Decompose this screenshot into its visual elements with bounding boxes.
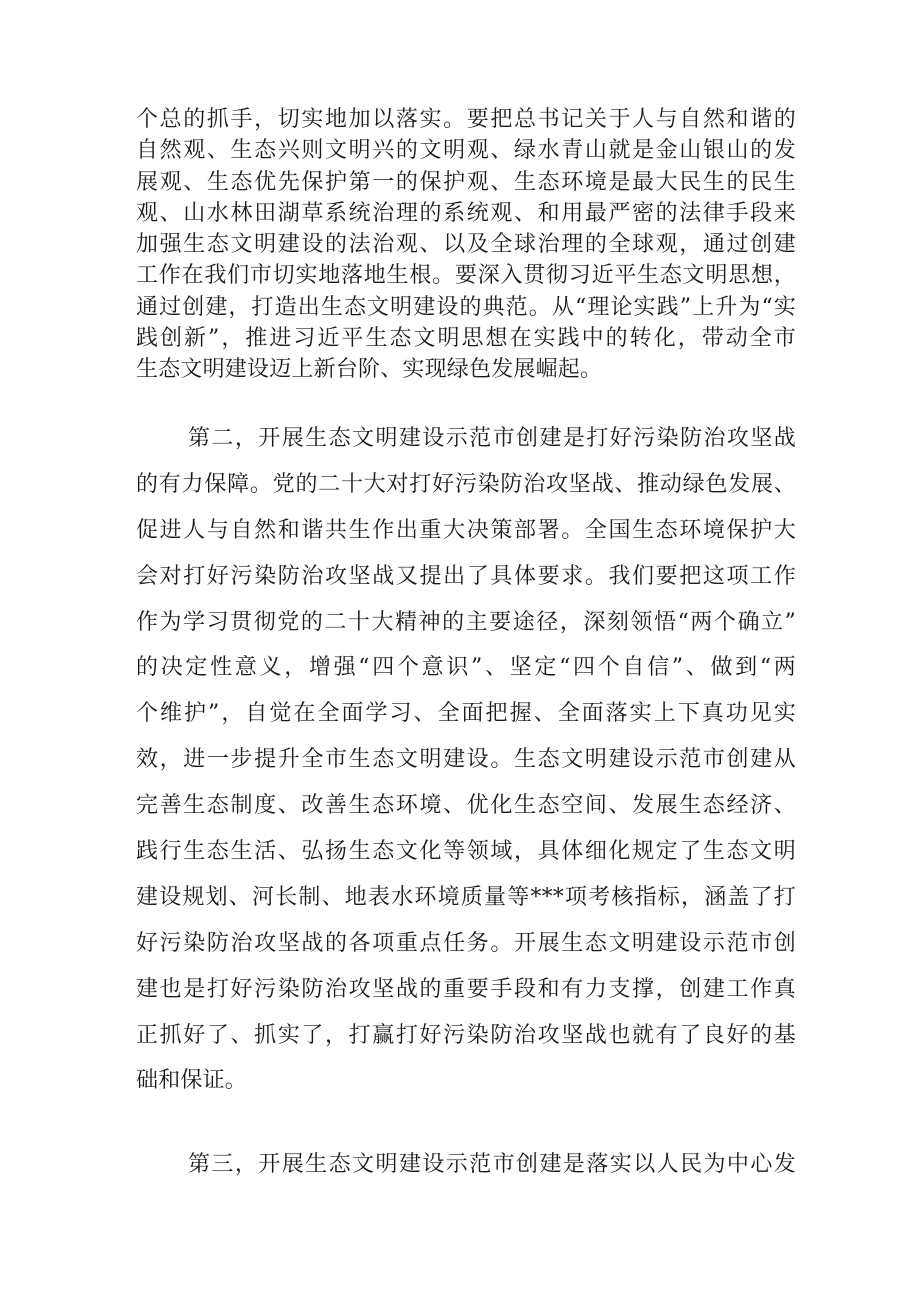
paragraph-continuation (136, 104, 796, 386)
text-line: 作为学习贯彻党的二十大精神的主要途径，深刻领悟“两个确立” (136, 609, 796, 635)
text-line: 观、山水林田湖草系统治理的系统观、和用最严密的法律手段来 (136, 200, 796, 226)
text-line: 础和保证。 (136, 1068, 248, 1094)
text-line: 生态文明建设迈上新台阶、实现绿色发展崛起。 (136, 357, 603, 383)
text-line: 完善生态制度、改善生态环境、优化生态空间、发展生态经济、 (136, 793, 796, 819)
paragraph-second-point (136, 416, 796, 1104)
text-line: 践行生态生活、弘扬生态文化等领域，具体细化规定了生态文明 (136, 839, 796, 865)
text-line: 个总的抓手，切实地加以落实。要把总书记关于人与自然和谐的 (136, 107, 796, 132)
text-line: 效，进一步提升全市生态文明建设。生态文明建设示范市创建从 (136, 747, 796, 773)
text-line: 自然观、生态兴则文明兴的文明观、绿水青山就是金山银山的发 (136, 138, 796, 164)
text-line: 正抓好了、抓实了，打赢打好污染防治攻坚战也就有了良好的基 (136, 1022, 796, 1048)
text-line: 展观、生态优先保护第一的保护观、生态环境是最大民生的民生 (136, 169, 796, 195)
text-line: 促进人与自然和谐共生作出重大决策部署。全国生态环境保护大 (136, 517, 796, 543)
text-line: 加强生态文明建设的法治观、以及全球治理的全球观，通过创建 (136, 232, 796, 258)
text-line: 第三，开展生态文明建设示范市创建是落实以人民为中心发 (188, 1152, 796, 1177)
text-line: 个维护”，自觉在全面学习、全面把握、全面落实上下真功见实 (136, 701, 796, 727)
text-line: 好污染防治攻坚战的各项重点任务。开展生态文明建设示范市创 (136, 930, 796, 956)
text-line: 第二，开展生态文明建设示范市创建是打好污染防治攻坚战 (188, 426, 796, 451)
text-line: 的决定性意义，增强“四个意识”、坚定“四个自信”、做到“两 (136, 655, 796, 681)
text-line: 建设规划、河长制、地表水环境质量等***项考核指标，涵盖了打 (136, 884, 796, 910)
text-line: 工作在我们市切实地落地生根。要深入贯彻习近平生态文明思想， (136, 263, 796, 289)
paragraph-third-point (136, 1142, 796, 1188)
text-line: 的有力保障。党的二十大对打好污染防治攻坚战、推动绿色发展、 (136, 471, 796, 497)
text-line: 践创新”，推进习近平生态文明思想在实践中的转化，带动全市 (136, 326, 796, 352)
text-line: 会对打好污染防治攻坚战又提出了具体要求。我们要把这项工作 (136, 563, 796, 589)
text-line: 建也是打好污染防治攻坚战的重要手段和有力支撑，创建工作真 (136, 976, 796, 1002)
text-line: 通过创建，打造出生态文明建设的典范。从“理论实践”上升为“实 (136, 294, 796, 320)
